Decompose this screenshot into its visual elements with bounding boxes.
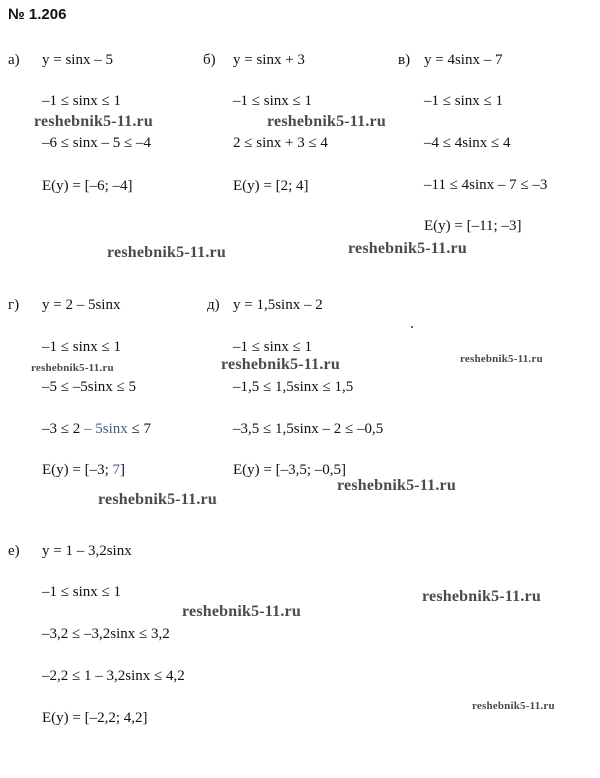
problem-d-label: д): [207, 297, 220, 313]
problem-a-function: y = sinx – 5: [42, 52, 113, 68]
problem-d-step1: –1 ≤ sinx ≤ 1: [233, 339, 312, 355]
problem-d-function: y = 1,5sinx – 2: [233, 297, 323, 313]
problem-v-function: y = 4sinx – 7: [424, 52, 503, 68]
problem-g-result-part3: ]: [120, 462, 126, 478]
problem-g-step1: –1 ≤ sinx ≤ 1: [42, 339, 121, 355]
problem-b-function: y = sinx + 3: [233, 52, 305, 68]
problem-v-label: в): [398, 52, 411, 68]
problem-g-result: [42, 461, 125, 479]
watermark: reshebnik5-11.ru: [460, 353, 543, 365]
problem-a-label: а): [8, 52, 20, 68]
problem-a-result: E(y) = [–6; –4]: [42, 178, 133, 194]
problem-e-step2: –3,2 ≤ –3,2sinx ≤ 3,2: [42, 626, 170, 642]
problem-g-step3-part3: ≤ 7: [127, 421, 151, 437]
problem-v-step1: –1 ≤ sinx ≤ 1: [424, 93, 503, 109]
watermark: reshebnik5-11.ru: [422, 588, 541, 605]
problem-g-step2: –5 ≤ –5sinx ≤ 5: [42, 379, 136, 395]
problem-e-function: y = 1 – 3,2sinx: [42, 543, 132, 559]
problem-g-result-part2: 7: [112, 462, 121, 478]
problem-e-result: E(y) = [–2,2; 4,2]: [42, 710, 148, 726]
problem-b-result: E(y) = [2; 4]: [233, 178, 309, 194]
problem-g-step3: [42, 420, 151, 438]
problem-a-step2: –6 ≤ sinx – 5 ≤ –4: [42, 135, 151, 151]
watermark: reshebnik5-11.ru: [34, 113, 153, 130]
problem-b-step1: –1 ≤ sinx ≤ 1: [233, 93, 312, 109]
problem-g-label: г): [8, 297, 20, 313]
problem-g-step3-part1: –3 ≤ 2: [42, 421, 84, 437]
problem-e-step3: –2,2 ≤ 1 – 3,2sinx ≤ 4,2: [42, 668, 185, 684]
problem-d-result: E(y) = [–3,5; –0,5]: [233, 462, 347, 478]
problem-b-step2: 2 ≤ sinx + 3 ≤ 4: [233, 135, 328, 151]
watermark: reshebnik5-11.ru: [221, 356, 340, 373]
watermark: reshebnik5-11.ru: [337, 477, 456, 494]
problem-d-step3: –3,5 ≤ 1,5sinx – 2 ≤ –0,5: [233, 421, 384, 437]
page-title: № 1.206: [8, 6, 67, 23]
problem-g-function: y = 2 – 5sinx: [42, 297, 121, 313]
problem-g-step3-part2: – 5sinx: [83, 421, 128, 437]
problem-d-step2: –1,5 ≤ 1,5sinx ≤ 1,5: [233, 379, 354, 395]
problem-v-result: E(y) = [–11; –3]: [424, 218, 522, 234]
problem-v-step3: –11 ≤ 4sinx – 7 ≤ –3: [424, 177, 548, 193]
problem-a-step1: –1 ≤ sinx ≤ 1: [42, 93, 121, 109]
problem-e-step1: –1 ≤ sinx ≤ 1: [42, 584, 121, 600]
watermark: reshebnik5-11.ru: [182, 603, 301, 620]
problem-e-label: е): [8, 543, 20, 559]
watermark: reshebnik5-11.ru: [107, 244, 226, 261]
watermark: reshebnik5-11.ru: [267, 113, 386, 130]
watermark: reshebnik5-11.ru: [348, 240, 467, 257]
watermark: reshebnik5-11.ru: [31, 362, 114, 374]
stray-dot: [411, 326, 413, 328]
problem-v-step2: –4 ≤ 4sinx ≤ 4: [424, 135, 511, 151]
problem-b-label: б): [203, 52, 216, 68]
problem-g-result-part1: E(y) = [–3;: [42, 462, 113, 478]
watermark: reshebnik5-11.ru: [98, 491, 217, 508]
watermark: reshebnik5-11.ru: [472, 700, 555, 712]
